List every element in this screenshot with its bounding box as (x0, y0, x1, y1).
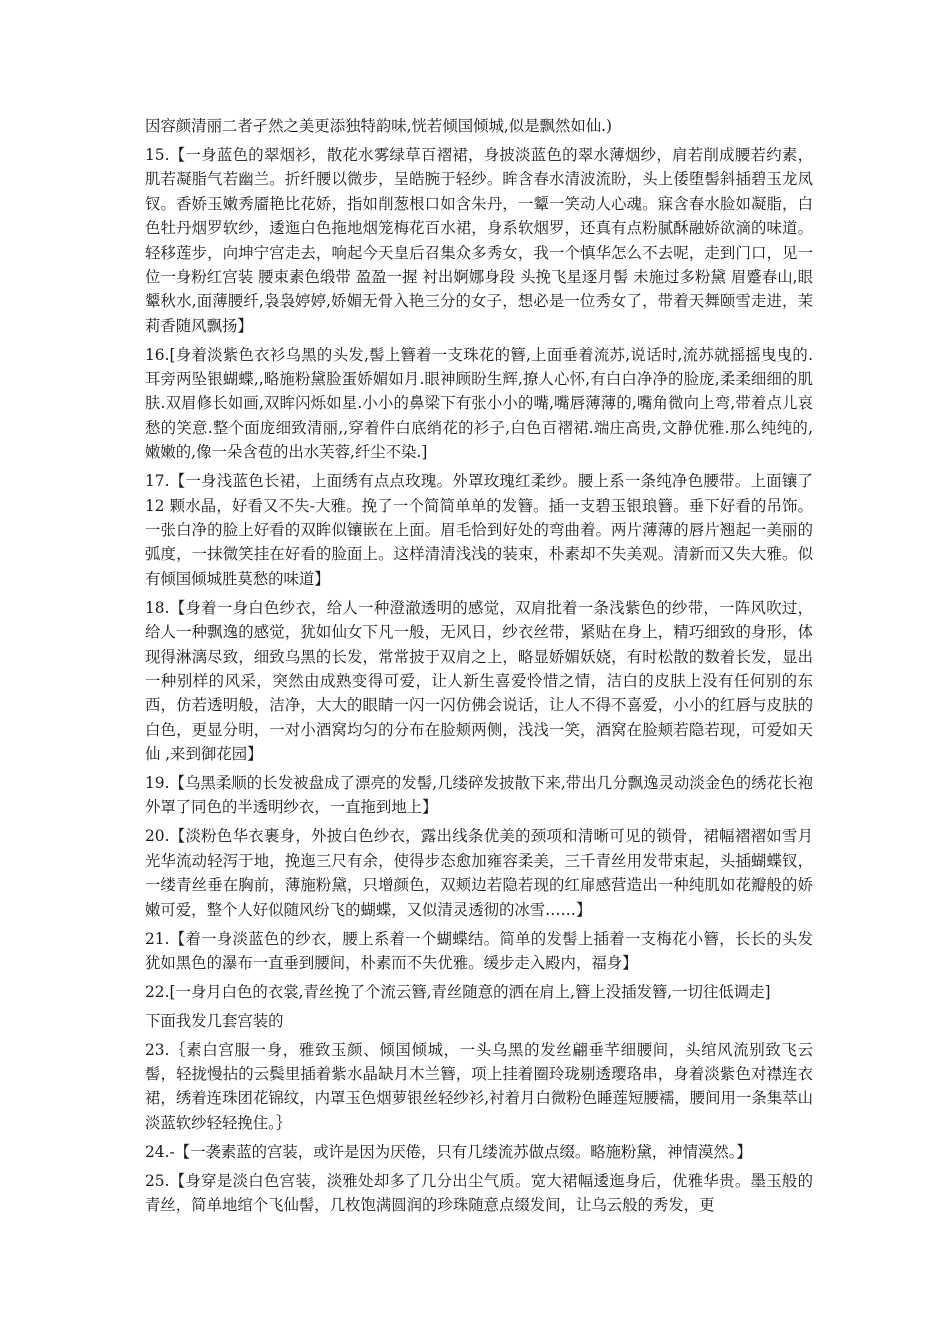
paragraph-intro-tail: 因容颜清丽二者孑然之美更添独特韵味,恍若倾国倾城,似是飘然如仙.) (145, 117, 613, 135)
paragraph-item-25: 25.【身穿是淡白色宫装，淡雅处却多了几分出尘气质。宽大裙幅逶迤身后，优雅华贵。墨玉般的青丝，简单地绾个飞仙髻，几枚饱满圆润的珍珠随意点缀发间，让乌云般的秀发，更 (145, 1171, 813, 1215)
paragraph-item-16: 16.[身着淡紫色衣衫乌黑的头发,髻上簪着一支珠花的簪,上面垂着流苏,说话时,流苏就摇摇曳曳的.耳旁两坠银蝴蝶,,略施粉黛脸蛋娇媚如月.眼神顾盼生辉,撩人心怀,有白白净净的脸庞,柔柔细细的肌肤.双眉修长如画,双眸闪烁如星.小小的鼻梁下有张小小的嘴,嘴唇薄薄的,嘴角微向上弯,带着点儿哀愁的笑意.整个面庞细致清丽,,穿着件白底绡花的衫子,白色百褶裙.端庄高贵,文静优雅.那么纯纯的,嫩嫩的,像一朵含苞的出水芙蓉,纤尘不染.] (145, 345, 813, 462)
paragraph-item-17: 17.【一身浅蓝色长裙，上面绣有点点玫瑰。外罩玫瑰红柔纱。腰上系一条纯净色腰带。上面镶了 12 颗水晶，好看又不失-大雅。挽了一个简简单单的发簪。插一支碧玉银琅簪。垂下好看的吊饰。一张白净的脸上好看的双眸似镶嵌在上面。眉毛恰到好处的弯曲着。两片薄薄的唇片翘起一美丽的弧度，一抹微笑挂在好看的脸面上。这样清清浅浅的装束，朴素却不失美观。清新而又失大雅。似有倾国倾城胜莫愁的味道】 (145, 472, 813, 588)
paragraph-item-15: 15.【一身蓝色的翠烟衫，散花水雾绿草百褶裙，身披淡蓝色的翠水薄烟纱，肩若削成腰若约素，肌若凝脂气若幽兰。折纤腰以微步，呈皓腕于轻纱。眸含春水清波流盼，头上倭堕髻斜插碧玉龙凤钗。香娇玉嫩秀靥艳比花娇，指如削葱根口如含朱丹，一颦一笑动人心魂。寐含春水脸如凝脂，白色牡丹烟罗软纱，逶迤白色拖地烟笼梅花百水裙，身系软烟罗，还真有点粉腻酥融娇欲滴的味道。轻移莲步，向坤宁宫走去，响起今天皇后召集众多秀女，我一个慎华怎么不去呢，走到门口，见一位一身粉红宫装 腰束素色缎带 盈盈一握 衬出婀娜身段 头挽飞星逐月髻 未施过多粉黛 眉蹙春山,眼颦秋水,面薄腰纤,袅袅婷婷,娇媚无骨入艳三分的女子，想必是一位秀女了，带着天舞颐雪走进，茉莉香随风飘扬】 (145, 145, 813, 335)
document-page (145, 114, 813, 1222)
paragraph-item-20: 20.【淡粉色华衣裹身，外披白色纱衣，露出线条优美的颈项和清晰可见的锁骨，裙幅褶褶如雪月光华流动轻泻于地，挽迤三尺有余，使得步态愈加雍容柔美，三千青丝用发带束起，头插蝴蝶钗，一缕青丝垂在胸前，薄施粉黛，只增颜色，双颊边若隐若现的红扉感营造出一种纯肌如花瓣般的娇嫩可爱，整个人好似随风纷飞的蝴蝶，又似清灵透彻的冰雪……】 (145, 827, 813, 919)
paragraph-item-23: 23.｛素白宫服一身，雅致玉颜、倾国倾城，一头乌黑的发丝翩垂芊细腰间，头绾风流别致飞云髻，轻拢慢拈的云鬓里插着紫水晶缺月木兰簪，项上挂着圈玲珑剔透璎珞串，身着淡紫色对襟连衣裙，绣着连珠团花锦纹，内罩玉色烟萝银丝轻纱衫,衬着月白微粉色睡莲短腰襦，腰间用一条集萃山淡蓝软纱轻轻挽住。｝ (145, 1040, 813, 1132)
paragraph-item-24: 24.-【一袭素蓝的宫装，或许是因为厌倦，只有几缕流苏做点缀。略施粉黛，神情漠然。】 (145, 1142, 752, 1161)
section-heading: 下面我发几套宫装的 (145, 1011, 284, 1030)
paragraph-item-19: 19.【乌黑柔顺的长发被盘成了漂亮的发髻,几缕碎发披散下来,带出几分飘逸灵动淡金色的绣花长袍外罩了同色的半透明纱衣，一直拖到地上】 (145, 774, 813, 817)
paragraph-item-21: 21.【着一身淡蓝色的纱衣，腰上系着一个蝴蝶结。简单的发髻上插着一支梅花小簪，长长的头发犹如黑色的瀑布一直垂到腰间，朴素而不失优雅。缓步走入殿内，福身】 (145, 929, 813, 972)
paragraph-item-22: 22.[一身月白色的衣裳,青丝挽了个流云簪,青丝随意的洒在肩上,簪上没插发簪,一切往低调走] (145, 982, 771, 1001)
paragraph-item-18: 18.【身着一身白色纱衣，给人一种澄澈透明的感觉，双肩批着一条浅紫色的纱带，一阵风吹过，给人一种飘逸的感觉，犹如仙女下凡一般，无风日，纱衣丝带，紧贴在身上，精巧细致的身形，体现得淋漓尽致，细致乌黑的长发，常常披于双肩之上，略显娇媚妖娆，有时松散的数着长发，显出一种别样的风采，突然由成熟变得可爱，让人新生喜爱怜惜之情，洁白的皮肤上没有任何别的东西，仿若透明般，洁净，大大的眼睛一闪一闪仿佛会说话，让人不得不喜爱，小小的红唇与皮肤的白色，更显分明，一对小酒窝均匀的分布在脸颊两侧，浅浅一笑，酒窝在脸颊若隐若现，可爱如天仙 ,来到御花园】 (145, 598, 813, 764)
